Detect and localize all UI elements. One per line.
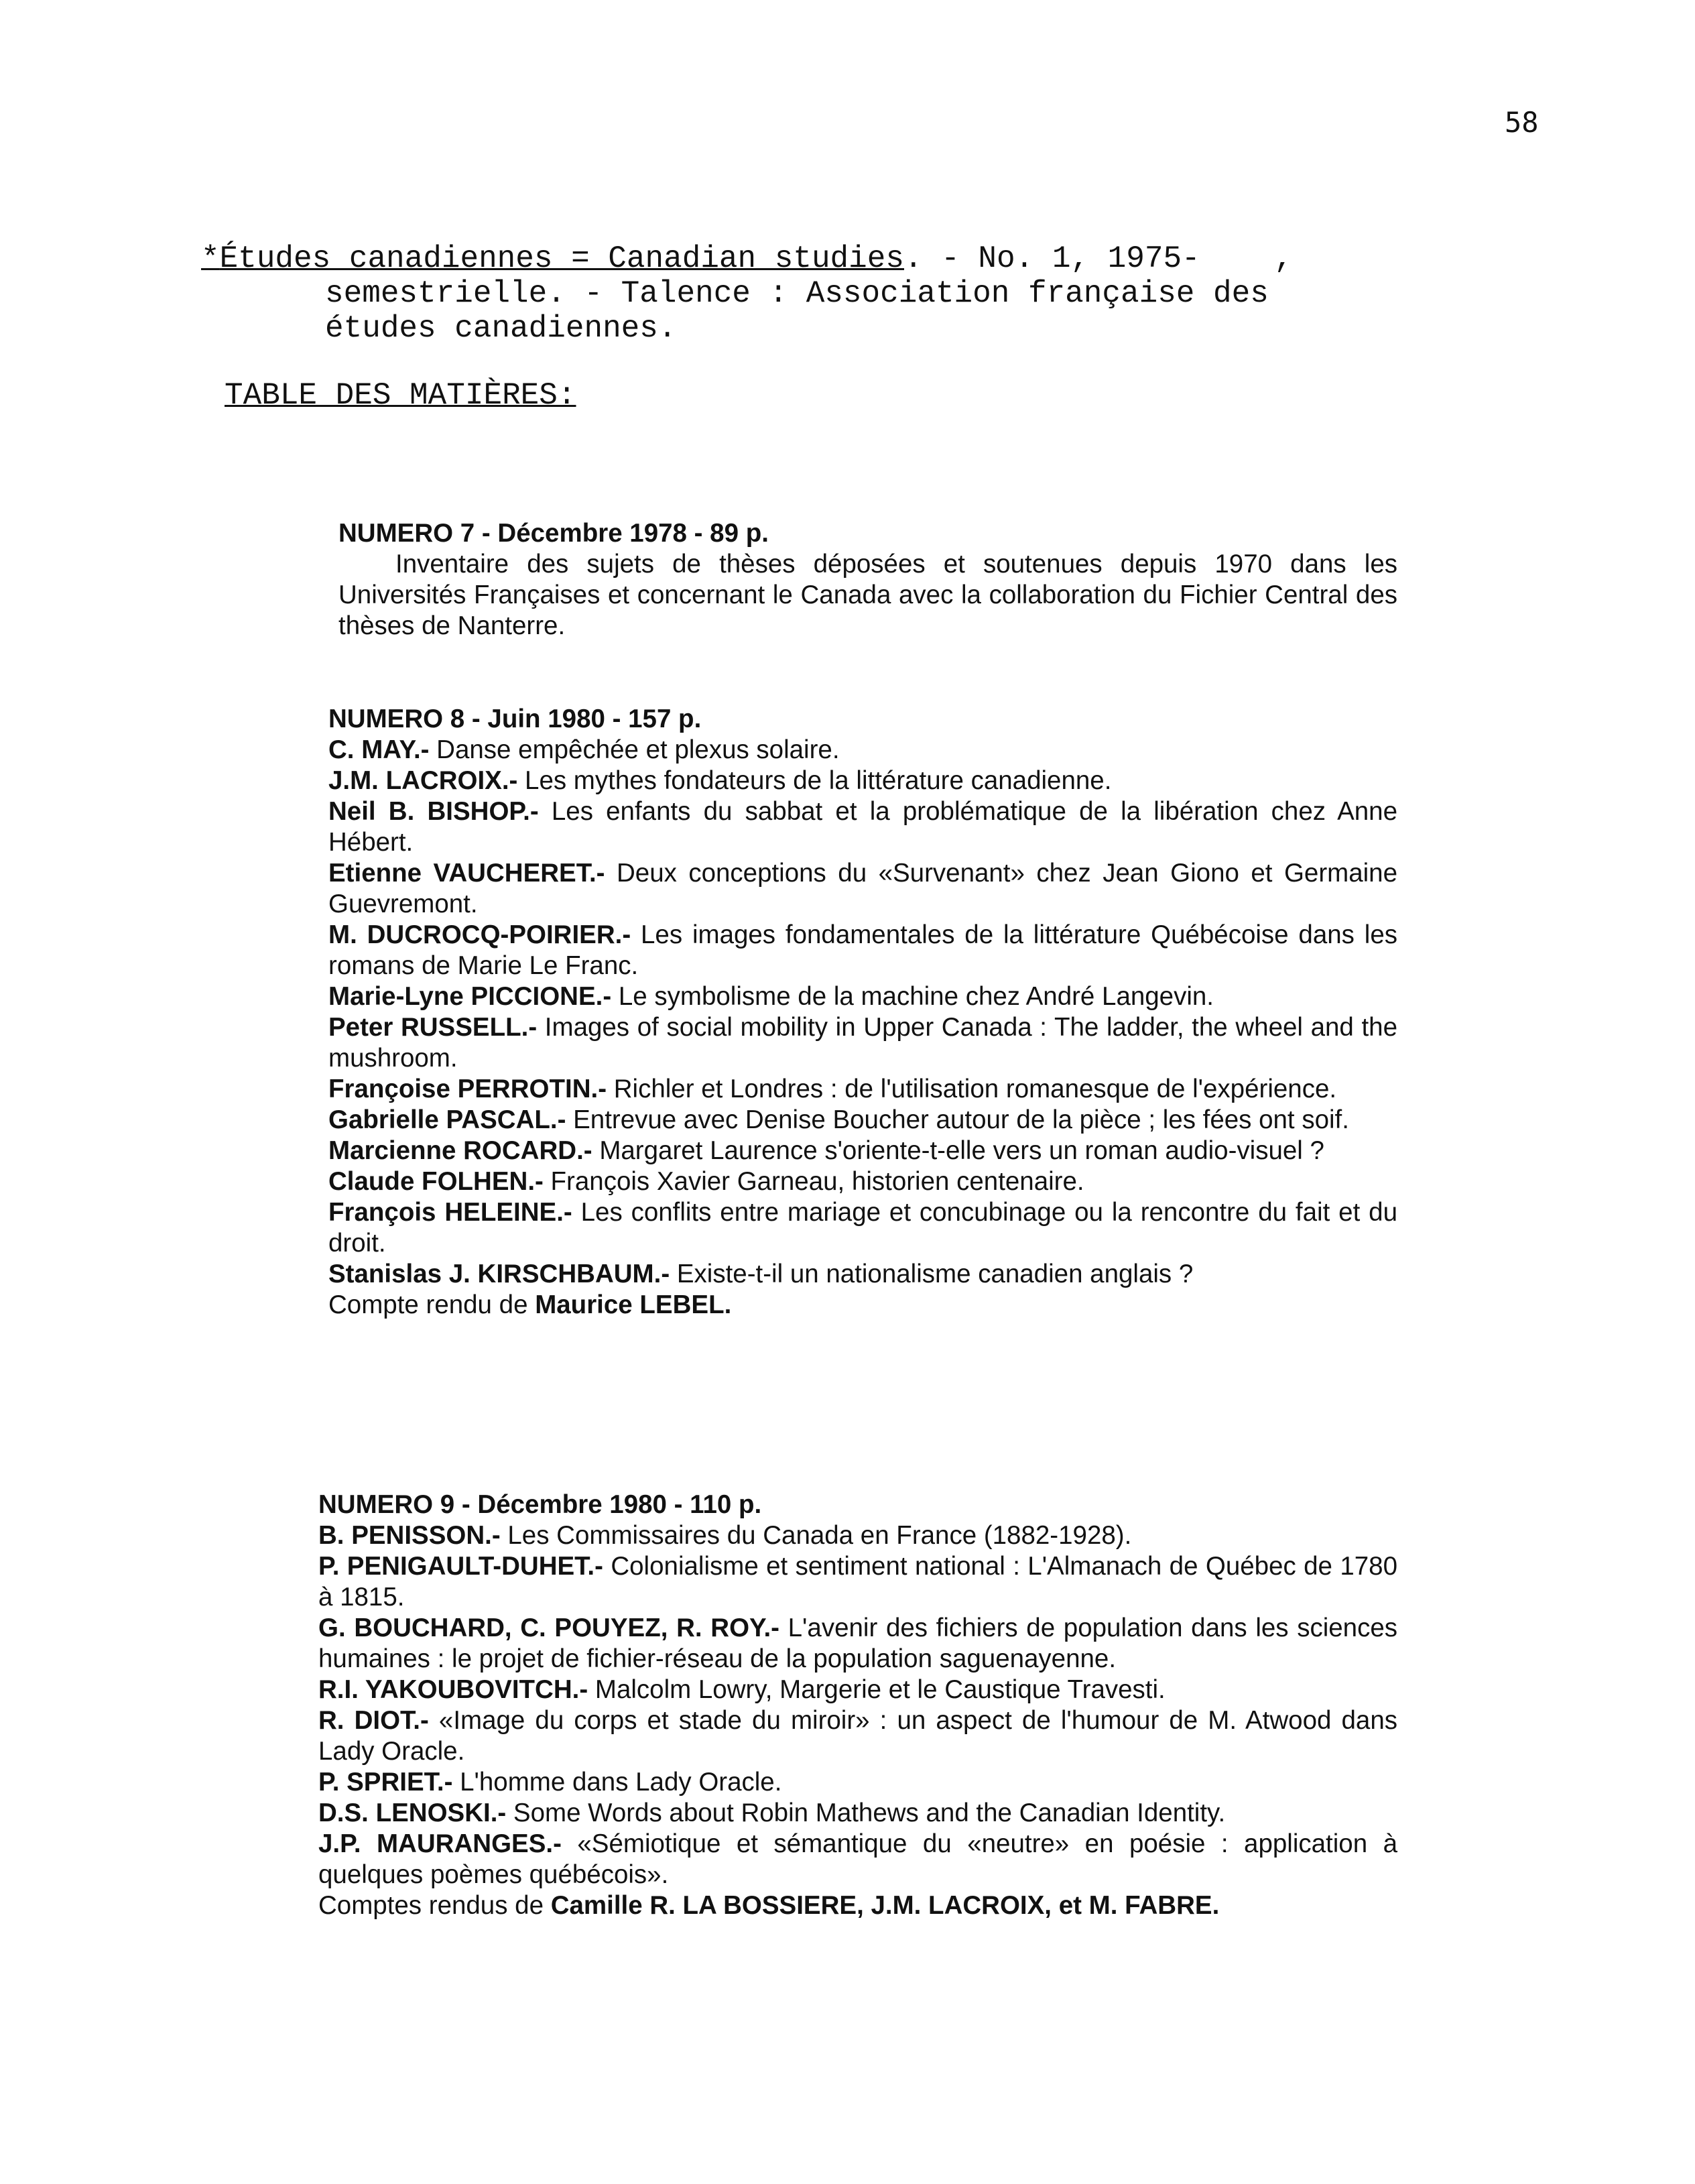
article-author: François HELEINE.- xyxy=(328,1198,572,1227)
article-title: «Sémiotique et sémantique du «neutre» en poésie : application à quelques poèmes québécois». xyxy=(318,1829,1397,1889)
article-title: Entrevue avec Denise Boucher autour de la pièce ; les fées ont soif. xyxy=(566,1105,1349,1134)
article-author: Marcienne ROCARD.- xyxy=(328,1136,592,1165)
article-title: Existe-t-il un nationalisme canadien anglais ? xyxy=(670,1260,1194,1288)
review-prefix: Comptes rendus de xyxy=(318,1891,544,1920)
article-author: Stanislas J. KIRSCHBAUM.- xyxy=(328,1260,670,1288)
article-title: Deux conceptions du «Survenant» chez Jean Giono et Germaine Guevremont. xyxy=(328,859,1397,918)
article-entry xyxy=(328,1136,1397,1166)
article-entry xyxy=(328,1197,1397,1259)
citation-title-underlined xyxy=(201,241,904,276)
article-author: R. DIOT.- xyxy=(318,1706,429,1735)
article-title: Margaret Laurence s'oriente-t-elle vers un roman audio-visuel ? xyxy=(592,1136,1324,1165)
article-entry xyxy=(328,920,1397,981)
article-title: «Image du corps et stade du miroir» : un aspect de l'humour de M. Atwood dans Lady Oracle. xyxy=(318,1706,1397,1766)
bibliographic-citation xyxy=(201,241,1407,346)
article-entry xyxy=(318,1829,1397,1890)
article-author: B. PENISSON.- xyxy=(318,1521,501,1550)
article-author: Claude FOLHEN.- xyxy=(328,1167,544,1196)
article-title: Richler et Londres : de l'utilisation romanesque de l'expérience. xyxy=(607,1075,1337,1103)
review-authors: Maurice LEBEL. xyxy=(527,1290,732,1319)
issue-section xyxy=(318,1490,1397,1921)
citation-line-3: études canadiennes. xyxy=(325,311,677,346)
article-author: G. BOUCHARD, C. POUYEZ, R. ROY.- xyxy=(318,1614,779,1642)
article-entry xyxy=(328,981,1397,1012)
article-author: R.I. YAKOUBOVITCH.- xyxy=(318,1675,588,1704)
article-title: Images of social mobility in Upper Canada : The ladder, the wheel and the mushroom. xyxy=(328,1013,1397,1073)
review-entry xyxy=(318,1890,1397,1921)
article-title: Some Words about Robin Mathews and the Canadian Identity. xyxy=(506,1799,1226,1827)
article-entry xyxy=(318,1520,1397,1551)
article-entry xyxy=(318,1551,1397,1613)
issue-heading: NUMERO 7 - Décembre 1978 - 89 p. xyxy=(338,519,769,548)
article-title: Les mythes fondateurs de la littérature canadienne. xyxy=(517,766,1112,795)
article-author: Peter RUSSELL.- xyxy=(328,1013,538,1042)
article-author: Neil B. BISHOP.- xyxy=(328,797,539,826)
article-title: L'avenir des fichiers de population dans les sciences humaines : le projet de fichier-réseau de la population saguenayenne. xyxy=(318,1614,1398,1673)
issue-section xyxy=(328,704,1397,1321)
toc-heading: TABLE DES MATIÈRES: xyxy=(225,378,576,413)
issue-section xyxy=(338,518,1397,642)
article-title: François Xavier Garneau, historien centenaire. xyxy=(543,1167,1084,1196)
page-number: 58 xyxy=(1505,106,1539,139)
article-entry xyxy=(318,1705,1397,1767)
article-author: Etienne VAUCHERET.- xyxy=(328,859,605,888)
article-title: Les Commissaires du Canada en France (1882-1928). xyxy=(500,1521,1132,1550)
review-prefix: Compte rendu de xyxy=(328,1290,528,1319)
article-author: P. PENIGAULT-DUHET.- xyxy=(318,1552,603,1581)
article-title: Les enfants du sabbat et la problématique de la libération chez Anne Hébert. xyxy=(328,797,1397,857)
article-author: D.S. LENOSKI.- xyxy=(318,1799,507,1827)
article-author: M. DUCROCQ-POIRIER.- xyxy=(328,920,631,949)
article-entry xyxy=(318,1675,1397,1705)
citation-title: Études canadiennes = Canadian studies xyxy=(219,241,904,276)
article-author: J.M. LACROIX.- xyxy=(328,766,518,795)
article-entry xyxy=(328,1259,1397,1290)
issue-heading: NUMERO 9 - Décembre 1980 - 110 p. xyxy=(318,1490,762,1519)
article-title: Les conflits entre mariage et concubinage ou la rencontre du fait et du droit. xyxy=(328,1198,1397,1258)
article-author: Françoise PERROTIN.- xyxy=(328,1075,607,1103)
article-entry xyxy=(328,1074,1397,1105)
citation-numbering: . - No. 1, 1975- , xyxy=(903,241,1293,276)
article-author: Gabrielle PASCAL.- xyxy=(328,1105,566,1134)
article-title: Danse empêchée et plexus solaire. xyxy=(429,735,840,764)
review-authors: Camille R. LA BOSSIERE, J.M. LACROIX, et M. FABRE. xyxy=(544,1891,1220,1920)
article-entry xyxy=(328,796,1397,858)
article-title: Malcolm Lowry, Margerie et le Caustique Travesti. xyxy=(588,1675,1166,1704)
issue-heading: NUMERO 8 - Juin 1980 - 157 p. xyxy=(328,705,702,733)
article-entry xyxy=(318,1767,1397,1798)
article-title: Colonialisme et sentiment national : L'Almanach de Québec de 1780 à 1815. xyxy=(318,1552,1397,1612)
article-author: C. MAY.- xyxy=(328,735,430,764)
article-title: L'homme dans Lady Oracle. xyxy=(452,1768,782,1797)
article-title: Le symbolisme de la machine chez André Langevin. xyxy=(611,982,1214,1011)
citation-marker: * xyxy=(201,241,220,276)
article-entry xyxy=(328,766,1397,796)
article-author: J.P. MAURANGES.- xyxy=(318,1829,562,1858)
article-entry xyxy=(318,1613,1397,1675)
citation-line-2: semestrielle. - Talence : Association française des xyxy=(325,276,1269,311)
article-entry xyxy=(328,735,1397,766)
article-entry xyxy=(328,1105,1397,1136)
article-entry xyxy=(318,1798,1397,1829)
article-entry xyxy=(328,1166,1397,1197)
issue-description: Inventaire des sujets de thèses déposées et soutenues depuis 1970 dans les Universités Françaises et concernant le Canada avec la collaboration du Fichier Central des thèses de Nanterre. xyxy=(338,550,1397,640)
citation-line-1 xyxy=(201,241,1407,276)
article-author: Marie-Lyne PICCIONE.- xyxy=(328,982,612,1011)
article-author: P. SPRIET.- xyxy=(318,1768,453,1797)
review-entry xyxy=(328,1290,1397,1321)
article-title: Les images fondamentales de la littérature Québécoise dans les romans de Marie Le Franc. xyxy=(328,920,1397,980)
article-entry xyxy=(328,858,1397,920)
article-entry xyxy=(328,1012,1397,1074)
